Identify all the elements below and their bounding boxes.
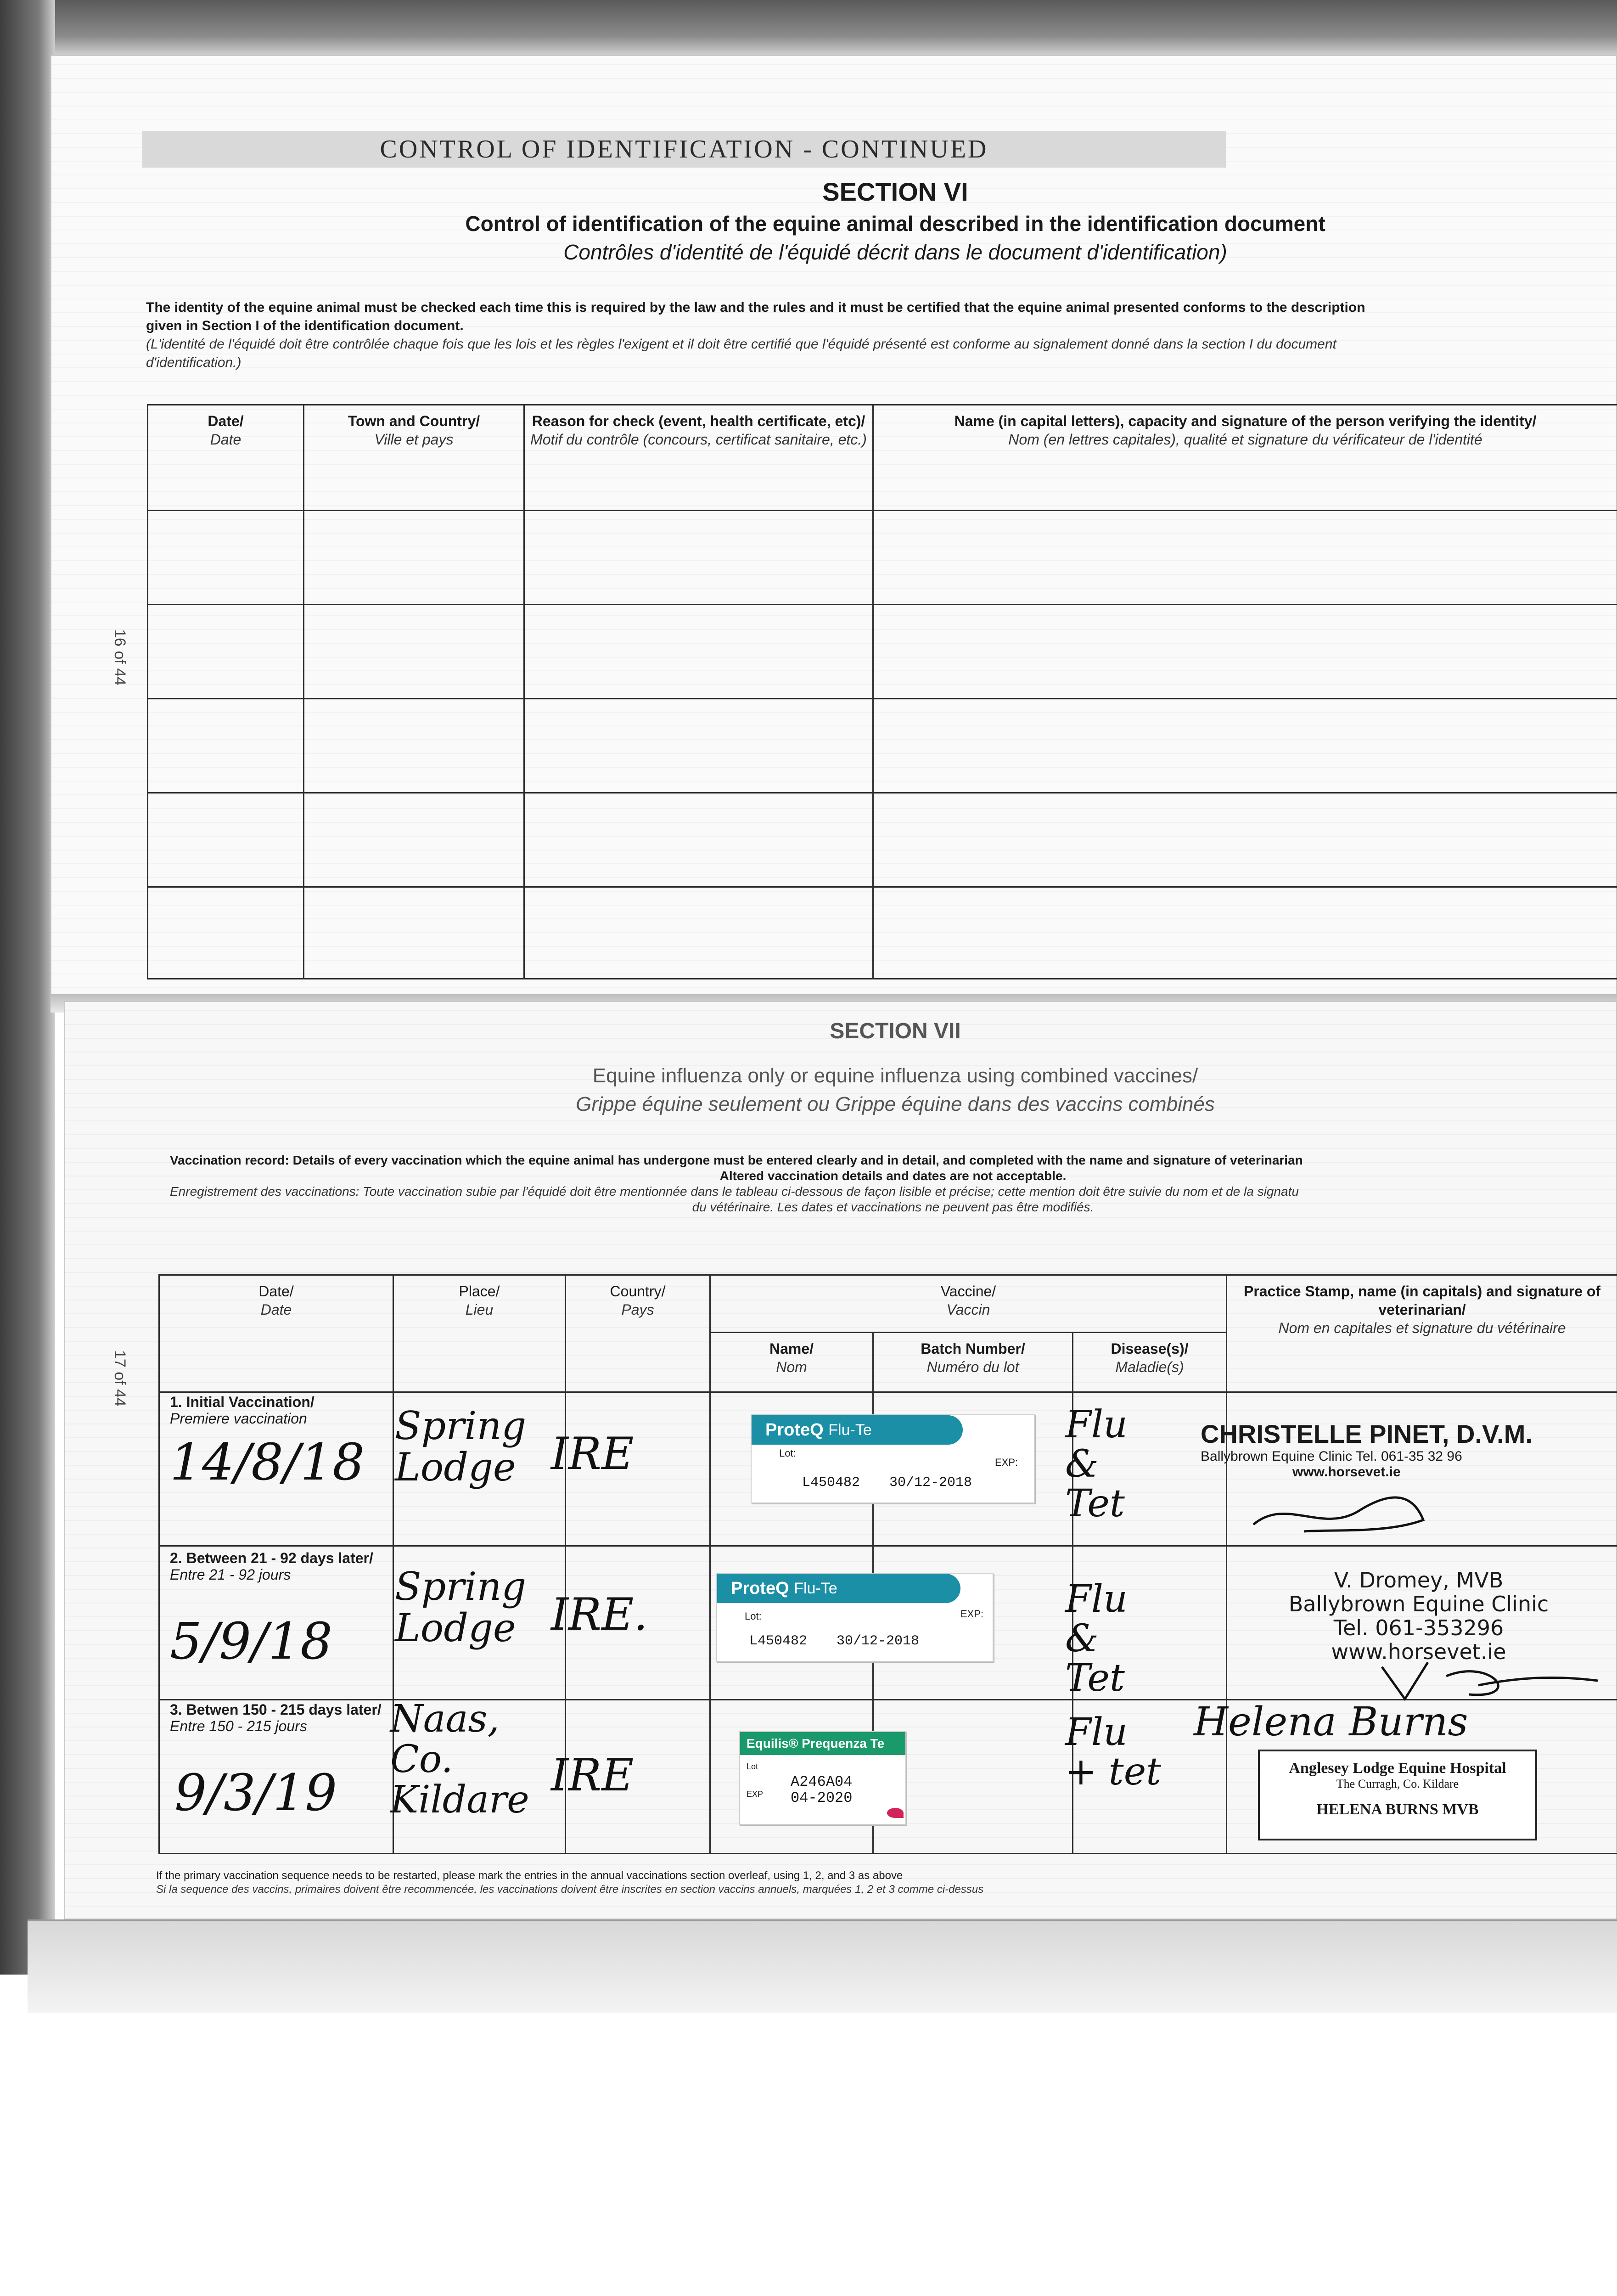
- footnote: [156, 1869, 1579, 1896]
- hdr-practice: Practice Stamp, name (in capitals) and signature of veterinarian/ Nom en capitales et signature du vétérinaire: [1227, 1275, 1617, 1392]
- section-vi-heading-fr: Contrôles d'identité de l'équidé décrit dans le document d'identification): [563, 240, 1227, 264]
- row3-hospital-stamp: Anglesey Lodge Equine Hospital The Curragh, Co. Kildare HELENA BURNS MVB: [1258, 1750, 1537, 1840]
- row1-vet-stamp: CHRISTELLE PINET, D.V.M. Ballybrown Equine Clinic Tel. 061-35 32 96 www.horsevet.ie: [1201, 1419, 1533, 1480]
- row1-lot: L450482: [802, 1475, 860, 1491]
- vacc-intro-en-line1: Vaccination record: Details of every vaccination which the equine animal has undergone must be entered clearly and in detail, and completed with the name and signature of veterinarian: [170, 1153, 1303, 1167]
- vacc-header-row-1: [159, 1275, 1617, 1333]
- row3-signature: Helena Burns: [1194, 1699, 1468, 1745]
- row2-disease: Flu & Tet: [1065, 1577, 1128, 1700]
- row1-disease: Flu & Tet: [1065, 1403, 1128, 1525]
- row3-vaccine-band: Equilis® Prequenza Te: [740, 1732, 905, 1755]
- vacc-intro-fr-line1: Enregistrement des vaccinations: Toute vaccination subie par l'équidé doit être mentionnée dans le tableau ci-dessous de façon lisible et précise; cette mention doit être suivie du nom et de la signatu: [170, 1184, 1299, 1199]
- table-row: [148, 793, 1617, 887]
- row3-disease: Flu + tet: [1065, 1711, 1162, 1794]
- page-number-16: 16 of 44: [111, 629, 129, 686]
- row2-place: Spring Lodge: [395, 1564, 527, 1650]
- row2-vet-stamp: V. Dromey, MVB Ballybrown Equine Clinic Tel. 061-353296 www.horsevet.ie: [1288, 1568, 1549, 1664]
- hdr-disease: Disease(s)/ Maladie(s): [1073, 1333, 1227, 1392]
- booklet-sleeve: [28, 1919, 1617, 2013]
- intro-fr-line1: (L'identité de l'équidé doit être contrôlée chaque fois que les lois et les règles l'exigent et il doit être certifié que l'équidé présenté est conforme au signalement donné dans la section I du document: [146, 337, 1336, 352]
- section-vi-intro: [146, 298, 1615, 372]
- scanner-edge-left: [0, 0, 55, 1975]
- row2-date: 5/9/18: [170, 1612, 333, 1671]
- col-verifier: Name (in capital letters), capacity and signature of the person verifying the identity/ Nom (en lettres capitales), qualité et signature du vérificateur de l'identité: [873, 405, 1617, 511]
- row2-exp: 30/12-2018: [837, 1633, 920, 1649]
- row1-vaccine-band: ProteQ Flu-Te: [752, 1415, 963, 1445]
- row3-sticker-mark: [887, 1808, 904, 1818]
- row1-date: 14/8/18: [170, 1433, 365, 1491]
- row3-exp: 04-2020: [791, 1790, 853, 1806]
- hdr-country: Country/ Pays: [566, 1275, 710, 1392]
- row3-vaccine-sticker: Equilis® Prequenza Te Lot EXP A246A04 04-2020: [739, 1731, 906, 1825]
- row3-lot: A246A04: [791, 1773, 853, 1790]
- hdr-batch: Batch Number/ Numéro du lot: [873, 1333, 1073, 1392]
- row2-lot: L450482: [749, 1633, 808, 1649]
- row3-date: 9/3/19: [174, 1763, 337, 1822]
- table-row: [148, 511, 1617, 605]
- intro-fr-line2: d'identification.): [146, 355, 241, 370]
- row3-place: Naas, Co. Kildare: [390, 1697, 529, 1822]
- vacc-intro-en-line2: Altered vaccination details and dates are not acceptable.: [719, 1169, 1067, 1183]
- hdr-date: Date/ Date: [159, 1275, 393, 1392]
- table-row: [148, 699, 1617, 793]
- footnote-fr: Si la sequence des vaccins, primaires doivent être recommencée, les vaccinations doivent être inscrites en section vaccins annuels, marquées 1, 2 et 3 comme ci-dessus: [156, 1883, 984, 1896]
- row1-country: IRE: [551, 1428, 634, 1480]
- row2-vaccine-band: ProteQ Flu-Te: [717, 1574, 960, 1603]
- section-vi-heading-en: Control of identification of the equine animal described in the identification document: [465, 212, 1325, 236]
- scanner-edge-top: [0, 0, 1617, 60]
- table-row: [148, 605, 1617, 699]
- section-vii-title: SECTION VII: [830, 1019, 961, 1043]
- row1-exp: 30/12-2018: [889, 1475, 972, 1491]
- col-reason: Reason for check (event, health certificate, etc)/ Motif du contrôle (concours, certificat sanitaire, etc.): [524, 405, 873, 511]
- intro-en-line2: given in Section I of the identification document.: [146, 318, 464, 333]
- row3-label: 3. Betwen 150 - 215 days later/ Entre 150 - 215 jours: [170, 1701, 382, 1734]
- footnote-en: If the primary vaccination sequence needs to be restarted, please mark the entries in the annual vaccinations section overleaf, using 1, 2, and 3 as above: [156, 1869, 903, 1882]
- intro-en-line1: The identity of the equine animal must be checked each time this is required by the law and the rules and it must be certified that the equine animal presented conforms to the description: [146, 300, 1365, 315]
- hdr-place: Place/ Lieu: [393, 1275, 566, 1392]
- row2-label: 2. Between 21 - 92 days later/ Entre 21 - 92 jours: [170, 1550, 373, 1583]
- row1-vaccine-sticker: ProteQ Flu-Te Lot: EXP: L450482 30/12-2018: [751, 1414, 1035, 1503]
- row3-country: IRE: [551, 1750, 634, 1801]
- banner-title: CONTROL OF IDENTIFICATION - CONTINUED: [142, 131, 1226, 168]
- vacc-intro-fr-line2: du vétérinaire. Les dates et vaccinations ne peuvent pas être modifiés.: [692, 1200, 1094, 1214]
- identification-check-table: [147, 404, 1617, 979]
- hdr-vaccine-name: Name/ Nom: [710, 1333, 873, 1392]
- row2-country: IRE.: [551, 1589, 648, 1640]
- row1-signature: [1249, 1488, 1432, 1538]
- table-header-row: [148, 405, 1617, 511]
- row2-vaccine-sticker: ProteQ Flu-Te Lot: EXP: L450482 30/12-2018: [716, 1573, 994, 1662]
- hdr-vaccine: Vaccine/ Vaccin: [710, 1275, 1227, 1333]
- section-vii-intro: [170, 1153, 1616, 1215]
- page-number-17: 17 of 44: [111, 1350, 129, 1407]
- row1-label: 1. Initial Vaccination/ Premiere vaccination: [170, 1394, 314, 1427]
- col-date: Date/ Date: [148, 405, 304, 511]
- col-town-country: Town and Country/ Ville et pays: [304, 405, 524, 511]
- row1-place: Spring Lodge: [395, 1403, 527, 1490]
- section-vii-heading-fr: Grippe équine seulement ou Grippe équine dans des vaccins combinés: [576, 1093, 1215, 1115]
- table-row: [148, 887, 1617, 979]
- section-vii-heading-en: Equine influenza only or equine influenza using combined vaccines/: [592, 1064, 1198, 1087]
- section-vi-title: SECTION VI: [822, 177, 968, 206]
